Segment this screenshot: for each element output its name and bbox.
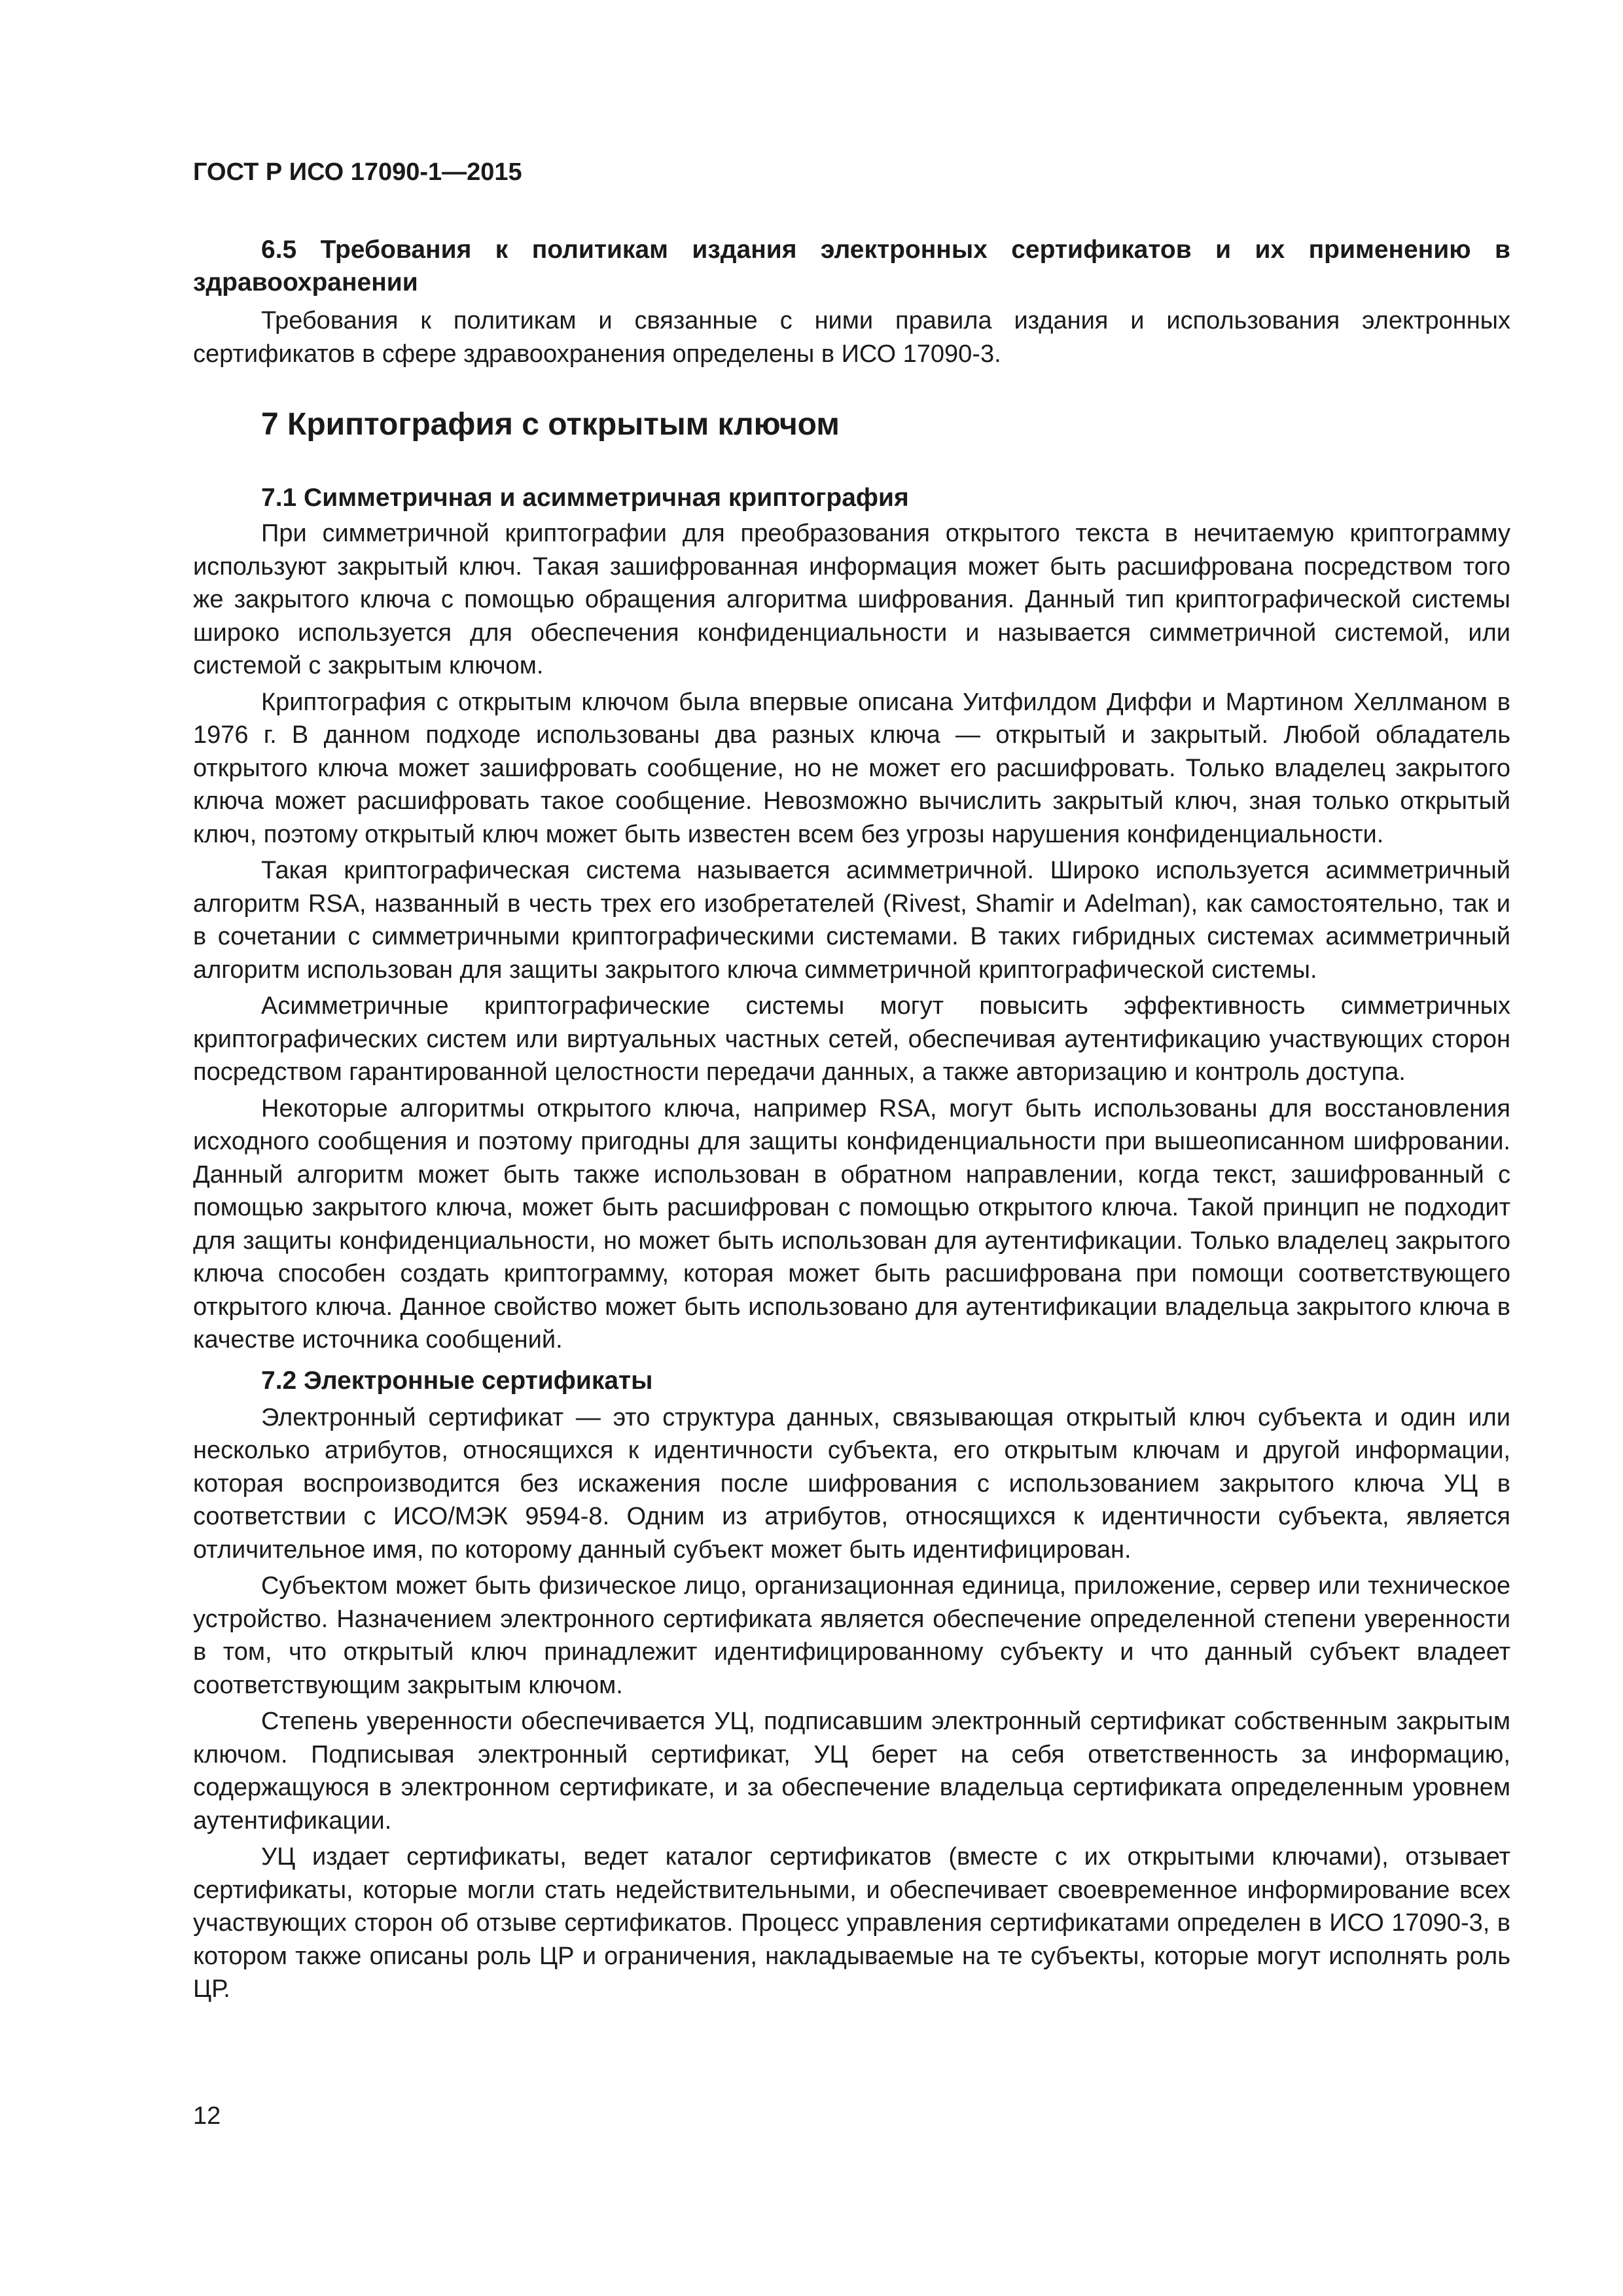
chapter-heading: 7 Криптография с открытым ключом (261, 407, 840, 442)
paragraph: УЦ издает сертификаты, ведет каталог сертификатов (вместе с их открытыми ключами), отзывает сертификаты, которые могли стать недействительными, и обеспечивает своевременное информирование всех участвующих сторон об отзыве сертификатов. Процесс управления сертификатами определен в ИСО 17090-3, в котором также описаны роль ЦР и ограничения, накладываемые на те субъекты, которые могут исполнять роль ЦР. (193, 1843, 1510, 2003)
section-7-1 (193, 482, 1510, 1357)
section-heading: 7.2 Электронные сертификаты (261, 1366, 653, 1395)
paragraph: Субъектом может быть физическое лицо, организационная единица, приложение, сервер или техническое устройство. Назначением электронного сертификата является обеспечение определенной степени уверенности в том, что открытый ключ принадлежит идентифицированному субъекту и что данный субъект владеет соответствующим закрытым ключом. (193, 1572, 1510, 1699)
paragraph: Такая криптографическая система называется асимметричной. Широко используется асимметричный алгоритм RSA, названный в честь трех его изобретателей (Rivest, Shamir и Adelman), как самостоятельно, так и в сочетании с симметричными криптографическими системами. В таких гибридных системах асимметричный алгоритм использован для защиты закрытого ключа симметричной криптографической системы. (193, 857, 1510, 984)
paragraph: Электронный сертификат — это структура данных, связывающая открытый ключ субъекта и один или несколько атрибутов, относящихся к идентичности субъекта, его открытым ключам и другой информации, которая воспроизводится без искажения после шифрования с использованием закрытого ключа УЦ в соответствии с ИСО/МЭК 9594-8. Одним из атрибутов, относящихся к идентичности субъекта, является отличительное имя, по которому данный субъект может быть идентифицирован. (193, 1403, 1510, 1564)
section-heading: 6.5 Требования к политикам издания электронных сертификатов и их применению в здравоохранении (193, 236, 1510, 296)
document-header: ГОСТ Р ИСО 17090-1—2015 (193, 158, 522, 186)
paragraph: Требования к политикам и связанные с ними правила издания и использования электронных сертификатов в сфере здравоохранения определены в ИСО 17090-3. (193, 307, 1510, 368)
section-7 (193, 404, 1510, 445)
document-page (193, 154, 1510, 2009)
paragraph: Степень уверенности обеспечивается УЦ, подписавшим электронный сертификат собственным закрытым ключом. Подписывая электронный сертификат, УЦ берет на себя ответственность за информацию, содержащуюся в электронном сертификате, и за обеспечение владельца сертификата определенным уровнем аутентификации. (193, 1708, 1510, 1835)
paragraph: Криптография с открытым ключом была впервые описана Уитфилдом Диффи и Мартином Хеллманом в 1976 г. В данном подходе использованы два разных ключа — открытый и закрытый. Любой обладатель открытого ключа может зашифровать сообщение, но не может его расшифровать. Только владелец закрытого ключа может расшифровать такое сообщение. Невозможно вычислить закрытый ключ, зная только открытый ключ, поэтому открытый ключ может быть известен всем без угрозы нарушения конфиденциальности. (193, 688, 1510, 848)
page-number: 12 (193, 2102, 221, 2130)
section-7-2 (193, 1365, 1510, 2006)
paragraph: Асимметричные криптографические системы могут повысить эффективность симметричных криптографических систем или виртуальных частных сетей, обеспечивая аутентификацию участвующих сторон посредством гарантированной целостности передачи данных, а также авторизацию и контроль доступа. (193, 992, 1510, 1086)
section-6-5 (193, 234, 1510, 370)
paragraph: Некоторые алгоритмы открытого ключа, например RSA, могут быть использованы для восстановления исходного сообщения и поэтому пригодны для защиты конфиденциальности при вышеописанном шифровании. Данный алгоритм может быть также использован в обратном направлении, когда текст, зашифрованный с помощью закрытого ключа, может быть расшифрован с помощью открытого ключа. Такой принцип не подходит для защиты конфиденциальности, но может быть использован для аутентификации. Только владелец закрытого ключа способен создать криптограмму, которая может быть расшифрована при помощи соответствующего открытого ключа. Данное свойство может быть использовано для аутентификации владельца закрытого ключа в качестве источника сообщений. (193, 1094, 1510, 1354)
paragraph: При симметричной криптографии для преобразования открытого текста в нечитаемую криптограмму используют закрытый ключ. Такая зашифрованная информация может быть расшифрована посредством того же закрытого ключа с помощью обращения алгоритма шифрования. Данный тип криптографической системы широко используется для обеспечения конфиденциальности и называется симметричной системой, или системой с закрытым ключом. (193, 520, 1510, 679)
section-heading: 7.1 Симметричная и асимметричная криптография (261, 484, 909, 512)
